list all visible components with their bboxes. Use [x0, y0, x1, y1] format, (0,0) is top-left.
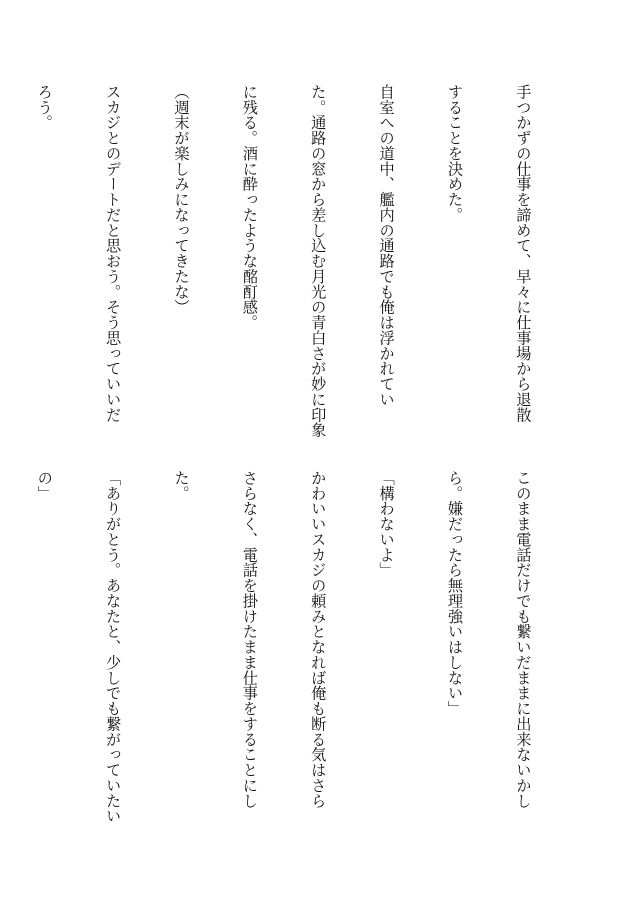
text-block-bottom	[35, 470, 580, 832]
text-line: （週末が楽しみになってきたな）	[172, 84, 191, 315]
text-line: かわいいスカジの頼みとなれば俺も断る気はさら	[309, 470, 328, 809]
text-line: た。通路の窓から差し込む月光の青白さが妙に印象	[309, 84, 328, 438]
text-line: ら。嫌だったら無理強いはしない」	[446, 470, 465, 717]
text-line: このまま電話だけでも繋いだままに出来ないかし	[514, 470, 533, 809]
text-line: ろう。	[35, 84, 54, 131]
text-line: 自室への道中、艦内の通路でも俺は浮かれてい	[377, 84, 396, 407]
text-line: 「構わないよ」	[377, 470, 396, 578]
text-line: の」	[35, 470, 54, 501]
text-line: 「ありがとう。あなたと、少しでも繋がっていたい	[104, 470, 123, 824]
text-line: することを決めた。	[446, 84, 465, 223]
text-block-top	[35, 84, 580, 446]
text-line: 手つかずの仕事を諦めて、早々に仕事場から退散	[514, 84, 533, 423]
text-line: スカジとのデートだと思おう。そう思っていいだ	[104, 84, 123, 423]
text-line: さらなく、電話を掛けたまま仕事をすることにし	[240, 470, 259, 809]
text-line: に残る。酒に酔ったような酩酊感。	[240, 84, 259, 331]
text-line: た。	[172, 470, 191, 501]
